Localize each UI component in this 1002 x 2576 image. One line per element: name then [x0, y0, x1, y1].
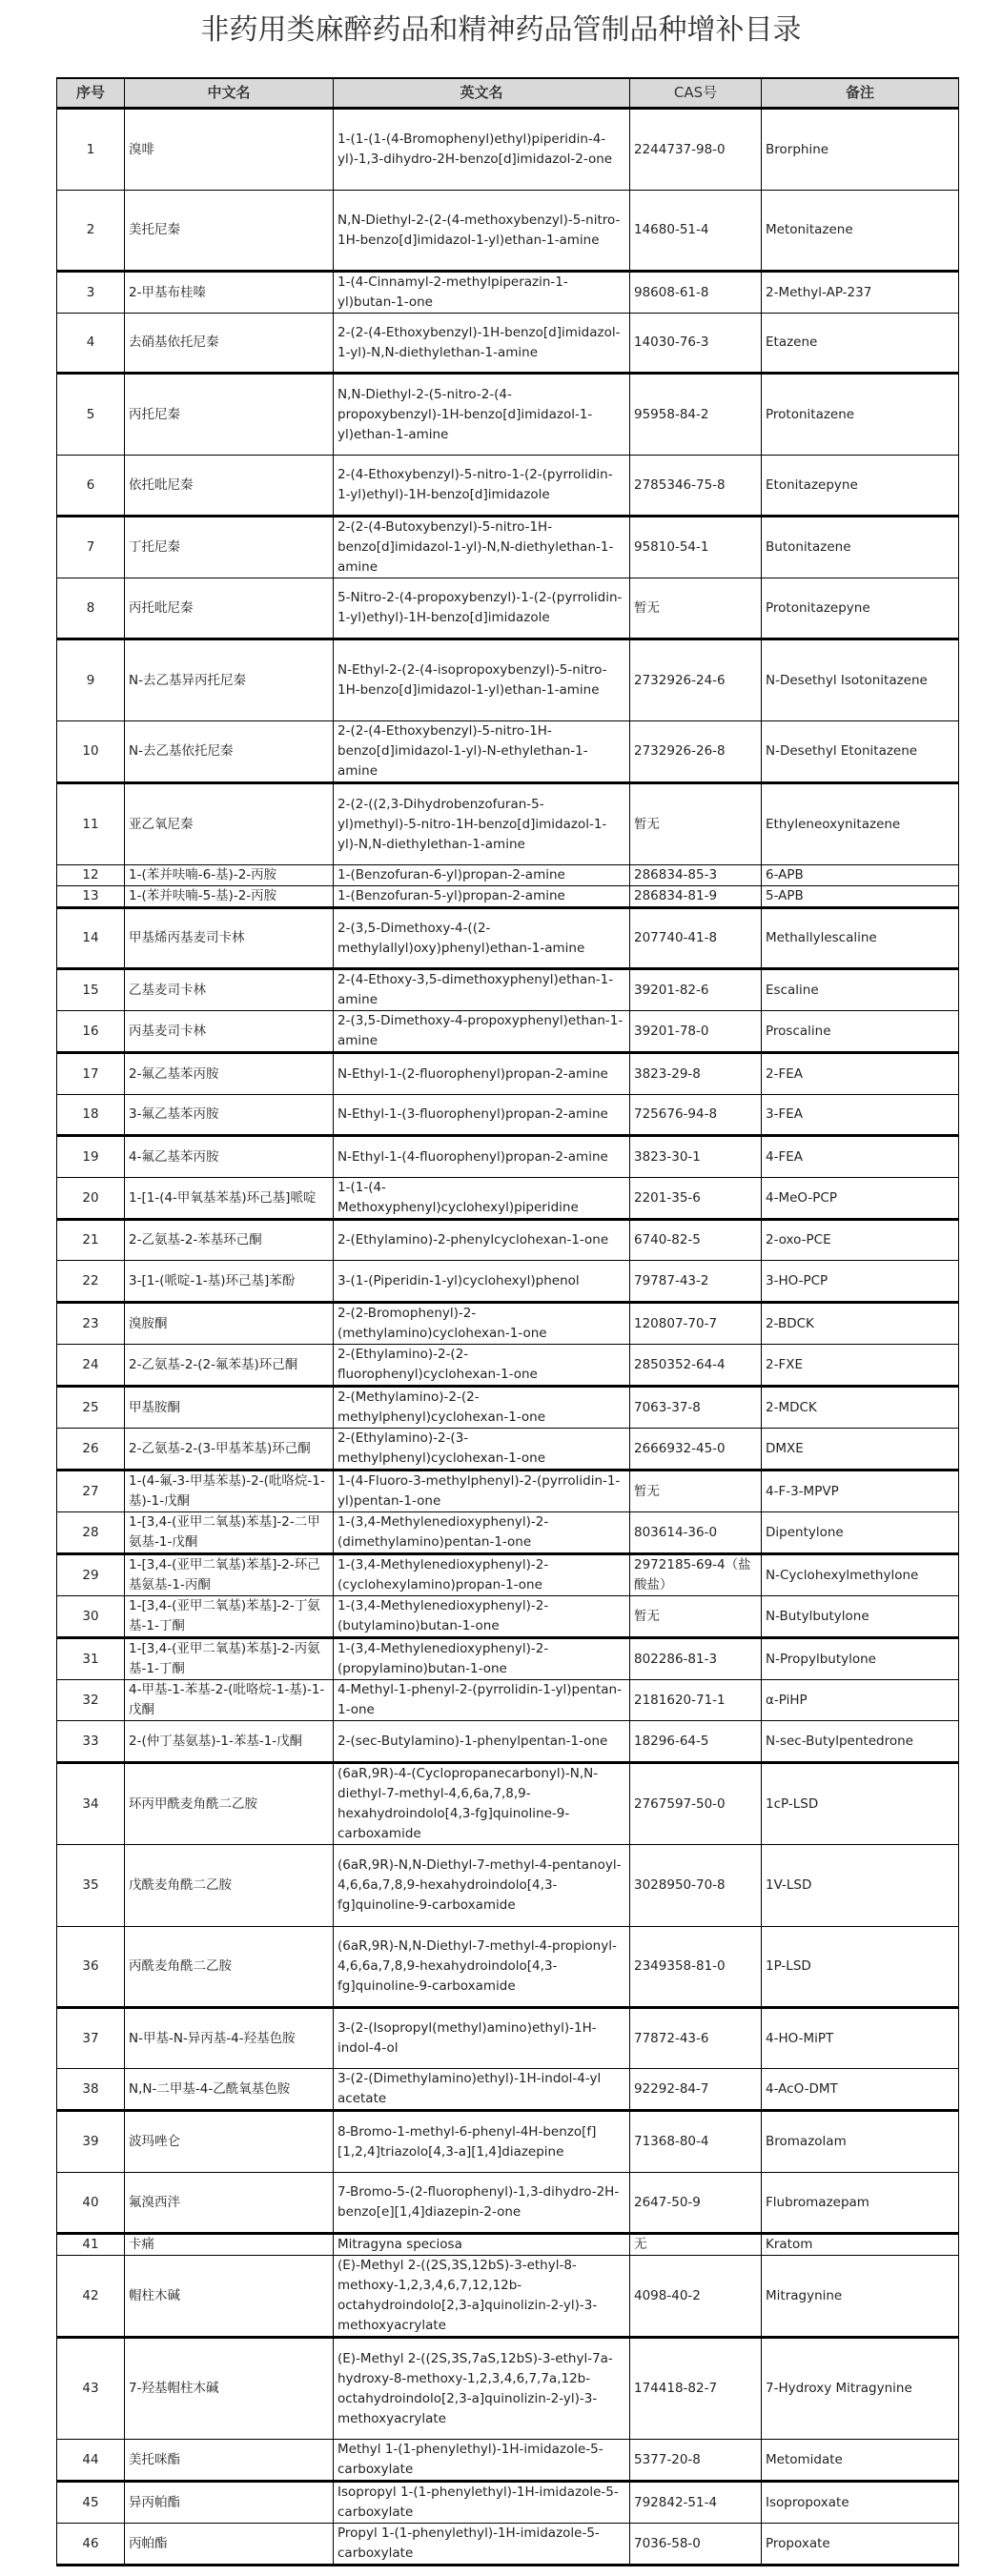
serial-cell: 36	[57, 1927, 125, 2008]
english-name-cell: 1-(3,4-Methylenedioxyphenyl)-2-(dimethylamino)pentan-1-one	[334, 1512, 630, 1554]
table-row	[57, 1763, 959, 1845]
serial-cell: 46	[57, 2524, 125, 2566]
serial-cell: 24	[57, 1345, 125, 1387]
serial-cell: 10	[57, 721, 125, 783]
table-row	[57, 456, 959, 517]
table-row	[57, 1845, 959, 1927]
chinese-name-cell: 丙托尼秦	[125, 374, 334, 456]
serial-cell: 33	[57, 1721, 125, 1763]
cas-cell: 2244737-98-0	[630, 109, 762, 191]
table-row	[57, 2008, 959, 2069]
serial-cell: 19	[57, 1136, 125, 1178]
chinese-name-cell: N-去乙基依托尼秦	[125, 721, 334, 783]
chinese-name-cell: N-去乙基异丙托尼秦	[125, 639, 334, 721]
cas-cell: 71368-80-4	[630, 2111, 762, 2173]
english-name-cell: 1-(Benzofuran-5-yl)propan-2-amine	[334, 886, 630, 908]
chinese-name-cell: 1-[3,4-(亚甲二氧基)苯基]-2-二甲氨基-1-戊酮	[125, 1512, 334, 1554]
note-cell: 2-oxo-PCE	[762, 1220, 959, 1261]
cas-cell: 暂无	[630, 1596, 762, 1638]
english-name-cell: (E)-Methyl 2-((2S,3S,12bS)-3-ethyl-8-methoxy-1,2,3,4,6,7,12,12b-octahydroindolo[2,3-a]quinolizin-2-yl)-3-methoxyacrylate	[334, 2256, 630, 2338]
table-row	[57, 886, 959, 908]
note-cell: Butonitazene	[762, 517, 959, 578]
note-cell: Propoxate	[762, 2524, 959, 2566]
chinese-name-cell: 卡痛	[125, 2234, 334, 2256]
table-row	[57, 2173, 959, 2234]
cas-cell: 2732926-24-6	[630, 639, 762, 721]
english-name-cell: N-Ethyl-1-(3-fluorophenyl)propan-2-amine	[334, 1095, 630, 1136]
note-cell: 1V-LSD	[762, 1845, 959, 1927]
cas-cell: 3028950-70-8	[630, 1845, 762, 1927]
serial-cell: 28	[57, 1512, 125, 1554]
table-row	[57, 1927, 959, 2008]
header-note: 备注	[762, 78, 959, 109]
table-row	[57, 2338, 959, 2440]
english-name-cell: N-Ethyl-1-(2-fluorophenyl)propan-2-amine	[334, 1053, 630, 1095]
chinese-name-cell: 丙托吡尼秦	[125, 578, 334, 639]
chinese-name-cell: 环丙甲酰麦角酰二乙胺	[125, 1763, 334, 1845]
serial-cell: 6	[57, 456, 125, 517]
cas-cell: 803614-36-0	[630, 1512, 762, 1554]
english-name-cell: 4-Methyl-1-phenyl-2-(pyrrolidin-1-yl)pentan-1-one	[334, 1680, 630, 1721]
table-row	[57, 1721, 959, 1763]
cas-cell: 39201-78-0	[630, 1011, 762, 1053]
cas-cell: 2767597-50-0	[630, 1763, 762, 1845]
english-name-cell: 2-(4-Ethoxy-3,5-dimethoxyphenyl)ethan-1-amine	[334, 969, 630, 1011]
controlled-substances-table	[56, 77, 959, 2566]
cas-cell: 792842-51-4	[630, 2482, 762, 2524]
serial-cell: 30	[57, 1596, 125, 1638]
header-english-name: 英文名	[334, 78, 630, 109]
table-body	[57, 109, 959, 2566]
cas-cell: 6740-82-5	[630, 1220, 762, 1261]
cas-cell: 暂无	[630, 783, 762, 865]
serial-cell: 9	[57, 639, 125, 721]
english-name-cell: 2-(2-Bromophenyl)-2-(methylamino)cyclohexan-1-one	[334, 1303, 630, 1345]
cas-cell: 286834-85-3	[630, 865, 762, 886]
english-name-cell: 2-(Ethylamino)-2-(2-fluorophenyl)cyclohexan-1-one	[334, 1345, 630, 1387]
cas-cell: 79787-43-2	[630, 1261, 762, 1303]
english-name-cell: 7-Bromo-5-(2-fluorophenyl)-1,3-dihydro-2H-benzo[e][1,4]diazepin-2-one	[334, 2173, 630, 2234]
english-name-cell: 1-(4-Cinnamyl-2-methylpiperazin-1-yl)butan-1-one	[334, 272, 630, 314]
table-row	[57, 314, 959, 374]
cas-cell: 7063-37-8	[630, 1387, 762, 1429]
table-row	[57, 1638, 959, 1680]
chinese-name-cell: 美托咪酯	[125, 2440, 334, 2482]
english-name-cell: Mitragyna speciosa	[334, 2234, 630, 2256]
english-name-cell: 5-Nitro-2-(4-propoxybenzyl)-1-(2-(pyrrolidin-1-yl)ethyl)-1H-benzo[d]imidazole	[334, 578, 630, 639]
english-name-cell: 3-(2-(Isopropyl(methyl)amino)ethyl)-1H-indol-4-ol	[334, 2008, 630, 2069]
note-cell: N-Desethyl Etonitazene	[762, 721, 959, 783]
cas-cell: 2972185-69-4（盐酸盐）	[630, 1554, 762, 1596]
english-name-cell: (6aR,9R)-N,N-Diethyl-7-methyl-4-pentanoyl-4,6,6a,7,8,9-hexahydroindolo[4,3-fg]quinoline-9-carboxamide	[334, 1845, 630, 1927]
english-name-cell: 1-(Benzofuran-6-yl)propan-2-amine	[334, 865, 630, 886]
note-cell: 4-HO-MiPT	[762, 2008, 959, 2069]
table-row	[57, 1512, 959, 1554]
table-row	[57, 1261, 959, 1303]
table-row	[57, 1429, 959, 1471]
note-cell: 2-Methyl-AP-237	[762, 272, 959, 314]
english-name-cell: N,N-Diethyl-2-(5-nitro-2-(4-propoxybenzyl)-1H-benzo[d]imidazol-1-yl)ethan-1-amine	[334, 374, 630, 456]
english-name-cell: (6aR,9R)-4-(Cyclopropanecarbonyl)-N,N-diethyl-7-methyl-4,6,6a,7,8,9-hexahydroindolo[4,3-fg]quinoline-9-carboxamide	[334, 1763, 630, 1845]
table-row	[57, 578, 959, 639]
cas-cell: 7036-58-0	[630, 2524, 762, 2566]
table-row	[57, 1387, 959, 1429]
chinese-name-cell: 丁托尼秦	[125, 517, 334, 578]
header-chinese-name: 中文名	[125, 78, 334, 109]
note-cell: Ethyleneoxynitazene	[762, 783, 959, 865]
note-cell: 5-APB	[762, 886, 959, 908]
note-cell: N-Cyclohexylmethylone	[762, 1554, 959, 1596]
serial-cell: 41	[57, 2234, 125, 2256]
serial-cell: 26	[57, 1429, 125, 1471]
english-name-cell: N,N-Diethyl-2-(2-(4-methoxybenzyl)-5-nitro-1H-benzo[d]imidazol-1-yl)ethan-1-amine	[334, 191, 630, 272]
note-cell: Isopropoxate	[762, 2482, 959, 2524]
note-cell: 3-HO-PCP	[762, 1261, 959, 1303]
english-name-cell: (6aR,9R)-N,N-Diethyl-7-methyl-4-propionyl-4,6,6a,7,8,9-hexahydroindolo[4,3-fg]quinoline-9-carboxamide	[334, 1927, 630, 2008]
english-name-cell: 2-(2-(4-Ethoxybenzyl)-5-nitro-1H-benzo[d]imidazol-1-yl)-N-ethylethan-1-amine	[334, 721, 630, 783]
english-name-cell: 2-(sec-Butylamino)-1-phenylpentan-1-one	[334, 1721, 630, 1763]
cas-cell: 39201-82-6	[630, 969, 762, 1011]
english-name-cell: N-Ethyl-2-(2-(4-isopropoxybenzyl)-5-nitro-1H-benzo[d]imidazol-1-yl)ethan-1-amine	[334, 639, 630, 721]
chinese-name-cell: 戊酰麦角酰二乙胺	[125, 1845, 334, 1927]
serial-cell: 38	[57, 2069, 125, 2111]
chinese-name-cell: 美托尼秦	[125, 191, 334, 272]
serial-cell: 2	[57, 191, 125, 272]
table-row	[57, 1471, 959, 1512]
note-cell: Flubromazepam	[762, 2173, 959, 2234]
table-row	[57, 721, 959, 783]
note-cell: N-sec-Butylpentedrone	[762, 1721, 959, 1763]
serial-cell: 7	[57, 517, 125, 578]
table-row	[57, 865, 959, 886]
serial-cell: 34	[57, 1763, 125, 1845]
serial-cell: 20	[57, 1178, 125, 1220]
english-name-cell: 3-(1-(Piperidin-1-yl)cyclohexyl)phenol	[334, 1261, 630, 1303]
english-name-cell: Methyl 1-(1-phenylethyl)-1H-imidazole-5-carboxylate	[334, 2440, 630, 2482]
cas-cell: 2732926-26-8	[630, 721, 762, 783]
chinese-name-cell: 1-[3,4-(亚甲二氧基)苯基]-2-环己基氨基-1-丙酮	[125, 1554, 334, 1596]
note-cell: 4-MeO-PCP	[762, 1178, 959, 1220]
chinese-name-cell: 溴胺酮	[125, 1303, 334, 1345]
serial-cell: 15	[57, 969, 125, 1011]
note-cell: Metomidate	[762, 2440, 959, 2482]
note-cell: DMXE	[762, 1429, 959, 1471]
serial-cell: 37	[57, 2008, 125, 2069]
serial-cell: 44	[57, 2440, 125, 2482]
cas-cell: 14030-76-3	[630, 314, 762, 374]
serial-cell: 35	[57, 1845, 125, 1927]
note-cell: Etazene	[762, 314, 959, 374]
chinese-name-cell: 丙酰麦角酰二乙胺	[125, 1927, 334, 2008]
table-row	[57, 1011, 959, 1053]
english-name-cell: 2-(Ethylamino)-2-phenylcyclohexan-1-one	[334, 1220, 630, 1261]
page-title: 非药用类麻醉药品和精神药品管制品种增补目录	[200, 13, 802, 47]
cas-cell: 4098-40-2	[630, 2256, 762, 2338]
note-cell: 3-FEA	[762, 1095, 959, 1136]
note-cell: 6-APB	[762, 865, 959, 886]
table-row	[57, 1136, 959, 1178]
note-cell: 2-MDCK	[762, 1387, 959, 1429]
serial-cell: 40	[57, 2173, 125, 2234]
note-cell: Proscaline	[762, 1011, 959, 1053]
english-name-cell: 2-(4-Ethoxybenzyl)-5-nitro-1-(2-(pyrrolidin-1-yl)ethyl)-1H-benzo[d]imidazole	[334, 456, 630, 517]
english-name-cell: 2-(2-((2,3-Dihydrobenzofuran-5-yl)methyl)-5-nitro-1H-benzo[d]imidazol-1-yl)-N,N-diethylethan-1-amine	[334, 783, 630, 865]
table-row	[57, 908, 959, 969]
table-row	[57, 1554, 959, 1596]
serial-cell: 31	[57, 1638, 125, 1680]
chinese-name-cell: 氟溴西泮	[125, 2173, 334, 2234]
table-row	[57, 272, 959, 314]
english-name-cell: N-Ethyl-1-(4-fluorophenyl)propan-2-amine	[334, 1136, 630, 1178]
note-cell: 4-AcO-DMT	[762, 2069, 959, 2111]
english-name-cell: 1-(3,4-Methylenedioxyphenyl)-2-(propylamino)butan-1-one	[334, 1638, 630, 1680]
table-row	[57, 191, 959, 272]
note-cell: 4-F-3-MPVP	[762, 1471, 959, 1512]
chinese-name-cell: 波玛唑仑	[125, 2111, 334, 2173]
note-cell: Metonitazene	[762, 191, 959, 272]
note-cell: α-PiHP	[762, 1680, 959, 1721]
table-row	[57, 109, 959, 191]
chinese-name-cell: 2-氟乙基苯丙胺	[125, 1053, 334, 1095]
cas-cell: 3823-29-8	[630, 1053, 762, 1095]
table-row	[57, 2482, 959, 2524]
serial-cell: 45	[57, 2482, 125, 2524]
serial-cell: 21	[57, 1220, 125, 1261]
note-cell: 4-FEA	[762, 1136, 959, 1178]
chinese-name-cell: 1-(4-氟-3-甲基苯基)-2-(吡咯烷-1-基)-1-戊酮	[125, 1471, 334, 1512]
chinese-name-cell: N-甲基-N-异丙基-4-羟基色胺	[125, 2008, 334, 2069]
cas-cell: 暂无	[630, 578, 762, 639]
english-name-cell: 1-(3,4-Methylenedioxyphenyl)-2-(butylamino)butan-1-one	[334, 1596, 630, 1638]
note-cell: 7-Hydroxy Mitragynine	[762, 2338, 959, 2440]
table-row	[57, 374, 959, 456]
table-row	[57, 2524, 959, 2566]
chinese-name-cell: 2-(仲丁基氨基)-1-苯基-1-戊酮	[125, 1721, 334, 1763]
chinese-name-cell: 乙基麦司卡林	[125, 969, 334, 1011]
chinese-name-cell: 2-乙氨基-2-(2-氟苯基)环己酮	[125, 1345, 334, 1387]
note-cell: 1cP-LSD	[762, 1763, 959, 1845]
cas-cell: 无	[630, 2234, 762, 2256]
chinese-name-cell: 丙基麦司卡林	[125, 1011, 334, 1053]
serial-cell: 25	[57, 1387, 125, 1429]
english-name-cell: 1-(3,4-Methylenedioxyphenyl)-2-(cyclohexylamino)propan-1-one	[334, 1554, 630, 1596]
serial-cell: 17	[57, 1053, 125, 1095]
serial-cell: 27	[57, 1471, 125, 1512]
english-name-cell: 1-(1-(1-(4-Bromophenyl)ethyl)piperidin-4-yl)-1,3-dihydro-2H-benzo[d]imidazol-2-one	[334, 109, 630, 191]
chinese-name-cell: 7-羟基帽柱木碱	[125, 2338, 334, 2440]
serial-cell: 12	[57, 865, 125, 886]
chinese-name-cell: 甲基烯丙基麦司卡林	[125, 908, 334, 969]
chinese-name-cell: 去硝基依托尼秦	[125, 314, 334, 374]
chinese-name-cell: 2-乙氨基-2-苯基环己酮	[125, 1220, 334, 1261]
chinese-name-cell: 2-甲基布桂嗪	[125, 272, 334, 314]
chinese-name-cell: 溴啡	[125, 109, 334, 191]
english-name-cell: 3-(2-(Dimethylamino)ethyl)-1H-indol-4-yl acetate	[334, 2069, 630, 2111]
english-name-cell: 1-(4-Fluoro-3-methylphenyl)-2-(pyrrolidin-1-yl)pentan-1-one	[334, 1471, 630, 1512]
cas-cell: 2181620-71-1	[630, 1680, 762, 1721]
note-cell: Kratom	[762, 2234, 959, 2256]
english-name-cell: 1-(1-(4-Methoxyphenyl)cyclohexyl)piperidine	[334, 1178, 630, 1220]
table-row	[57, 2111, 959, 2173]
note-cell: Methallylescaline	[762, 908, 959, 969]
table-header-row	[57, 78, 959, 109]
chinese-name-cell: 1-[1-(4-甲氧基苯基)环己基]哌啶	[125, 1178, 334, 1220]
cas-cell: 14680-51-4	[630, 191, 762, 272]
serial-cell: 13	[57, 886, 125, 908]
serial-cell: 43	[57, 2338, 125, 2440]
table-row	[57, 517, 959, 578]
table-row	[57, 1680, 959, 1721]
cas-cell: 77872-43-6	[630, 2008, 762, 2069]
serial-cell: 11	[57, 783, 125, 865]
serial-cell: 32	[57, 1680, 125, 1721]
cas-cell: 802286-81-3	[630, 1638, 762, 1680]
chinese-name-cell: 亚乙氧尼秦	[125, 783, 334, 865]
cas-cell: 95810-54-1	[630, 517, 762, 578]
note-cell: 2-FXE	[762, 1345, 959, 1387]
serial-cell: 1	[57, 109, 125, 191]
cas-cell: 2201-35-6	[630, 1178, 762, 1220]
serial-cell: 8	[57, 578, 125, 639]
english-name-cell: 2-(2-(4-Ethoxybenzyl)-1H-benzo[d]imidazol-1-yl)-N,N-diethylethan-1-amine	[334, 314, 630, 374]
cas-cell: 暂无	[630, 1471, 762, 1512]
cas-cell: 2785346-75-8	[630, 456, 762, 517]
note-cell: Brorphine	[762, 109, 959, 191]
table-row	[57, 2069, 959, 2111]
chinese-name-cell: 1-(苯并呋喃-5-基)-2-丙胺	[125, 886, 334, 908]
table-row	[57, 1053, 959, 1095]
header-cas: CAS号	[630, 78, 762, 109]
table-row	[57, 1596, 959, 1638]
chinese-name-cell: 1-[3,4-(亚甲二氧基)苯基]-2-丙氨基-1-丁酮	[125, 1638, 334, 1680]
note-cell: N-Desethyl Isotonitazene	[762, 639, 959, 721]
serial-cell: 5	[57, 374, 125, 456]
english-name-cell: 2-(3,5-Dimethoxy-4-((2-methylallyl)oxy)phenyl)ethan-1-amine	[334, 908, 630, 969]
english-name-cell: Isopropyl 1-(1-phenylethyl)-1H-imidazole-5-carboxylate	[334, 2482, 630, 2524]
english-name-cell: 8-Bromo-1-methyl-6-phenyl-4H-benzo[f][1,2,4]triazolo[4,3-a][1,4]diazepine	[334, 2111, 630, 2173]
serial-cell: 23	[57, 1303, 125, 1345]
table-row	[57, 1345, 959, 1387]
cas-cell: 3823-30-1	[630, 1136, 762, 1178]
serial-cell: 3	[57, 272, 125, 314]
table-row	[57, 2256, 959, 2338]
cas-cell: 18296-64-5	[630, 1721, 762, 1763]
note-cell: N-Propylbutylone	[762, 1638, 959, 1680]
english-name-cell: Propyl 1-(1-phenylethyl)-1H-imidazole-5-carboxylate	[334, 2524, 630, 2566]
serial-cell: 29	[57, 1554, 125, 1596]
table-row	[57, 1220, 959, 1261]
note-cell: Dipentylone	[762, 1512, 959, 1554]
english-name-cell: 2-(3,5-Dimethoxy-4-propoxyphenyl)ethan-1-amine	[334, 1011, 630, 1053]
cas-cell: 120807-70-7	[630, 1303, 762, 1345]
chinese-name-cell: 异丙帕酯	[125, 2482, 334, 2524]
cas-cell: 95958-84-2	[630, 374, 762, 456]
serial-cell: 39	[57, 2111, 125, 2173]
cas-cell: 2666932-45-0	[630, 1429, 762, 1471]
table-row	[57, 969, 959, 1011]
chinese-name-cell: 依托吡尼秦	[125, 456, 334, 517]
serial-cell: 42	[57, 2256, 125, 2338]
english-name-cell: 2-(Methylamino)-2-(2-methylphenyl)cyclohexan-1-one	[334, 1387, 630, 1429]
chinese-name-cell: 2-乙氨基-2-(3-甲基苯基)环己酮	[125, 1429, 334, 1471]
table-row	[57, 1303, 959, 1345]
table-row	[57, 2440, 959, 2482]
table-row	[57, 2234, 959, 2256]
header-serial: 序号	[57, 78, 125, 109]
cas-cell: 2349358-81-0	[630, 1927, 762, 2008]
table-row	[57, 783, 959, 865]
note-cell: Protonitazene	[762, 374, 959, 456]
cas-cell: 286834-81-9	[630, 886, 762, 908]
chinese-name-cell: N,N-二甲基-4-乙酰氧基色胺	[125, 2069, 334, 2111]
chinese-name-cell: 1-(苯并呋喃-6-基)-2-丙胺	[125, 865, 334, 886]
note-cell: Protonitazepyne	[762, 578, 959, 639]
note-cell: 2-BDCK	[762, 1303, 959, 1345]
serial-cell: 4	[57, 314, 125, 374]
cas-cell: 98608-61-8	[630, 272, 762, 314]
serial-cell: 14	[57, 908, 125, 969]
chinese-name-cell: 1-[3,4-(亚甲二氧基)苯基]-2-丁氨基-1-丁酮	[125, 1596, 334, 1638]
note-cell: 2-FEA	[762, 1053, 959, 1095]
chinese-name-cell: 丙帕酯	[125, 2524, 334, 2566]
chinese-name-cell: 3-[1-(哌啶-1-基)环己基]苯酚	[125, 1261, 334, 1303]
cas-cell: 725676-94-8	[630, 1095, 762, 1136]
cas-cell: 2647-50-9	[630, 2173, 762, 2234]
note-cell: Escaline	[762, 969, 959, 1011]
chinese-name-cell: 4-氟乙基苯丙胺	[125, 1136, 334, 1178]
cas-cell: 92292-84-7	[630, 2069, 762, 2111]
serial-cell: 16	[57, 1011, 125, 1053]
note-cell: Bromazolam	[762, 2111, 959, 2173]
cas-cell: 5377-20-8	[630, 2440, 762, 2482]
cas-cell: 2850352-64-4	[630, 1345, 762, 1387]
chinese-name-cell: 甲基胺酮	[125, 1387, 334, 1429]
table-row	[57, 1095, 959, 1136]
note-cell: N-Butylbutylone	[762, 1596, 959, 1638]
chinese-name-cell: 帽柱木碱	[125, 2256, 334, 2338]
table-row	[57, 639, 959, 721]
chinese-name-cell: 3-氟乙基苯丙胺	[125, 1095, 334, 1136]
english-name-cell: 2-(2-(4-Butoxybenzyl)-5-nitro-1H-benzo[d]imidazol-1-yl)-N,N-diethylethan-1-amine	[334, 517, 630, 578]
note-cell: Etonitazepyne	[762, 456, 959, 517]
serial-cell: 22	[57, 1261, 125, 1303]
serial-cell: 18	[57, 1095, 125, 1136]
chinese-name-cell: 4-甲基-1-苯基-2-(吡咯烷-1-基)-1-戊酮	[125, 1680, 334, 1721]
note-cell: Mitragynine	[762, 2256, 959, 2338]
note-cell: 1P-LSD	[762, 1927, 959, 2008]
table-row	[57, 1178, 959, 1220]
cas-cell: 207740-41-8	[630, 908, 762, 969]
cas-cell: 174418-82-7	[630, 2338, 762, 2440]
english-name-cell: 2-(Ethylamino)-2-(3-methylphenyl)cyclohexan-1-one	[334, 1429, 630, 1471]
english-name-cell: (E)-Methyl 2-((2S,3S,7aS,12bS)-3-ethyl-7a-hydroxy-8-methoxy-1,2,3,4,6,7,7a,12b-octahydroindolo[2,3-a]quinolizin-2-yl)-3-methoxyacrylate	[334, 2338, 630, 2440]
